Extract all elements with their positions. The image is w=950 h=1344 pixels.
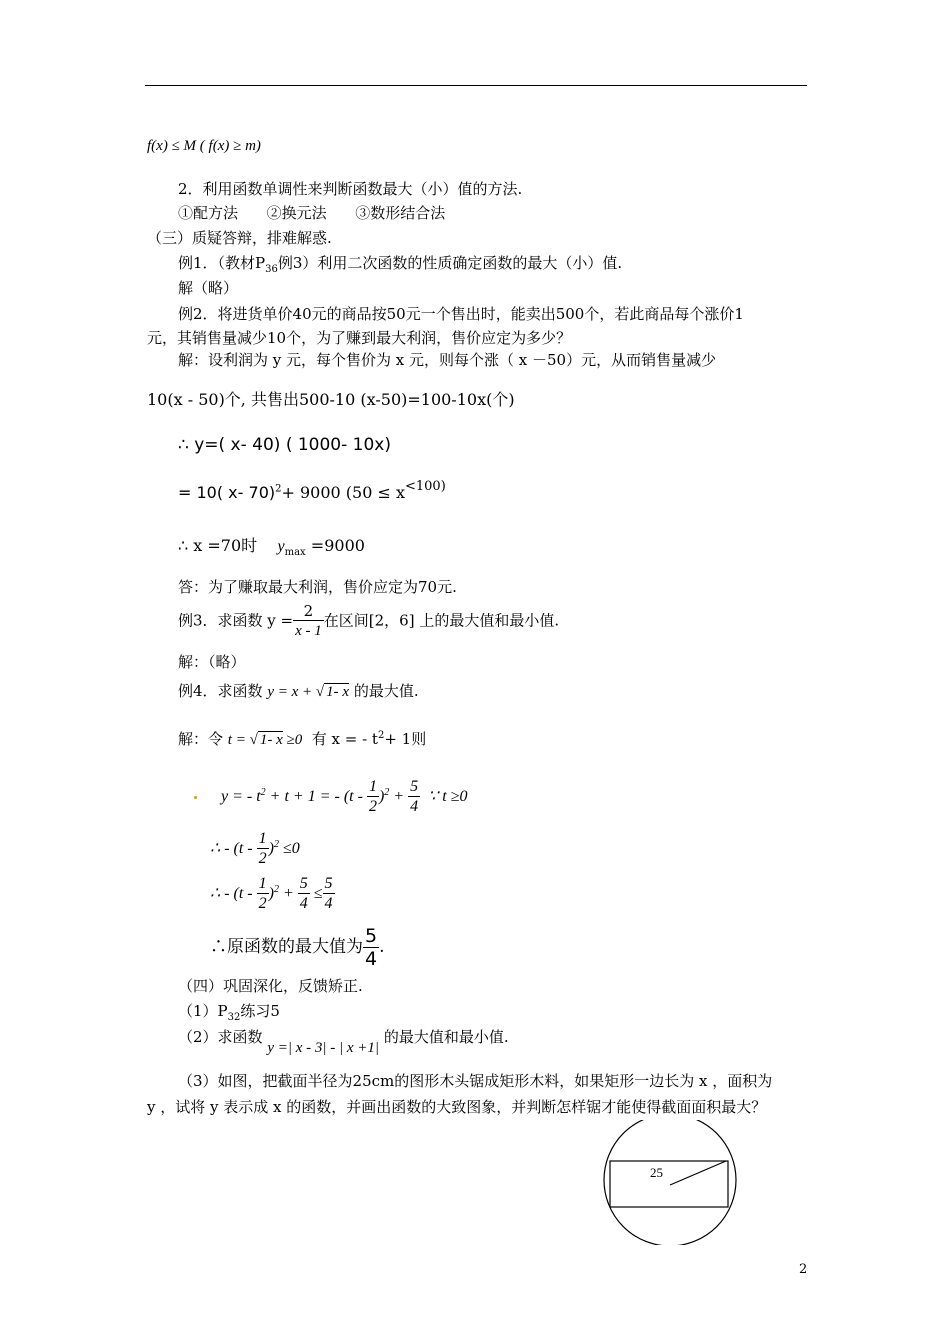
line-13-b: =9000 [310, 536, 365, 555]
line-26: （3）如图，把截面半径为25cm的图形木头锯成矩形木料，如果矩形一边长为 x ，面积为 [178, 1072, 773, 1090]
formula-abs: y =| x - 3| - | x +1| [267, 1040, 380, 1056]
formula-y-x-sqrt: y = x + √ 1- x [267, 684, 350, 700]
line-25-b: 的最大值和最小值. [383, 1028, 509, 1046]
radius-line [670, 1161, 726, 1185]
line-12-a: = 10( x- 70) [178, 483, 276, 502]
line-23: （四）巩固深化，反馈矫正. [178, 977, 363, 995]
fraction-half: $\frac{1}{2}$ [368, 778, 377, 815]
line-4: （三）质疑答辩，排难解惑. [147, 229, 332, 247]
line-20: ∴ - (t - $\frac{1}{2}$ )$^2$ ≤0 [210, 830, 300, 867]
line-13-a: ∴ x =70时 [178, 536, 258, 555]
line-25-a: （2）求函数 [178, 1028, 263, 1046]
log-cross-section-circle [604, 1120, 736, 1245]
line-18-c: + 1则 [384, 730, 427, 748]
page-number: 2 [799, 1262, 808, 1277]
fraction-denominator: x - 1 [295, 623, 322, 639]
circle-rectangle-figure [600, 1120, 740, 1245]
line-17-a: 例4．求函数 [178, 682, 263, 700]
line-27: y ，试将 y 表示成 x 的函数，并画出函数的大致图象，并判断怎样锯才能使得截面面积最大？ [147, 1098, 767, 1116]
line-5 [178, 252, 622, 275]
line-5-a: 例1．（教材P [178, 254, 266, 272]
header-rule [145, 85, 807, 86]
line-22: ∴原函数的最大值为 $\frac{5}{4}$ . [210, 925, 385, 970]
answer-numerator: 5 [365, 925, 378, 947]
line-1: f(x) ≤ M ( f(x) ≥ m) [147, 138, 261, 154]
line-24-a: （1）P [178, 1002, 228, 1020]
answer-denominator: 4 [365, 948, 378, 970]
line-12: = 10( x- 70)$^2$+ 9000 ($50 \le x^{<100)}$ [178, 479, 446, 502]
radius-label: 25 [650, 1165, 663, 1180]
line-12-b: + 9000 (50 ≤ x [281, 483, 405, 502]
line-11: ∴ y=( x- 40) ( 1000- 10x) [178, 435, 391, 455]
line-17 [178, 680, 419, 701]
line-22-a: ∴原函数的最大值为 [210, 937, 363, 957]
line-8: 元，其销售量减少10个，为了赚到最大利润，售价应定为多少？ [147, 329, 572, 347]
line-5-sub: 36 [265, 264, 278, 275]
line-7: 例2．将进货单价40元的商品按50元一个售出时，能卖出500个，若此商品每个涨价1 [178, 305, 744, 323]
line-12-c: <100) [404, 479, 446, 494]
line-24-b: 练习5 [240, 1002, 280, 1020]
line-15-a: 例3．求函数 y = [178, 611, 294, 630]
line-15-b: 在区间[2，6] 上的最大值和最小值. [323, 611, 560, 630]
line-16: 解：（略） [178, 653, 246, 671]
line-10: 10(x - 50)个, 共售出500-10 (x-50)=100-10x(个) [147, 390, 515, 409]
line-24 [178, 1000, 280, 1023]
line-21: ∴ - (t - $\frac{1}{2}$ )$^2$ + $\frac{5}{4}$ ≤ $\frac{5}{4}$ [210, 875, 333, 912]
fraction-2-over-x-1 [293, 602, 324, 641]
line-3: ①配方法 ②换元法 ③数形结合法 [178, 204, 446, 222]
line-2: 2．利用函数单调性来判断函数最大（小）值的方法. [178, 180, 523, 198]
line-24-sub: 32 [227, 1012, 241, 1023]
line-19: y = - $t^2 + t + 1$ = - (t - $\frac{1}{2}$ )$^2$ + $\frac{5}{4}$ ∵ t ≥0 [194, 778, 467, 817]
mark-dot [194, 796, 197, 799]
line-5-b: 例3）利用二次函数的性质确定函数的最大（小）值. [277, 254, 623, 272]
line-18-a: 解：令 [178, 730, 224, 748]
line-9: 解：设利润为 y 元，每个售价为 x 元，则每个涨（ x －50）元，从而销售量减少 [178, 351, 717, 369]
line-18: 解：令 t = √ 1- x ≥0 有 x = - $t^2+ 1$则 [178, 730, 427, 748]
fraction-numerator: 2 [293, 602, 324, 621]
line-18-b: 有 x = - t [311, 730, 378, 748]
fraction-five-quarters: $\frac{5}{4}$ [410, 778, 419, 815]
line-13: ∴ x =70时 $y_{max} =9000$ [178, 536, 365, 559]
line-15 [178, 602, 559, 641]
line-25 [178, 1026, 509, 1056]
line-17-b: 的最大值. [353, 682, 419, 700]
line-6: 解（略） [178, 279, 239, 297]
line-14: 答：为了赚取最大利润，售价应定为70元. [178, 578, 457, 596]
fraction-answer [363, 925, 379, 970]
